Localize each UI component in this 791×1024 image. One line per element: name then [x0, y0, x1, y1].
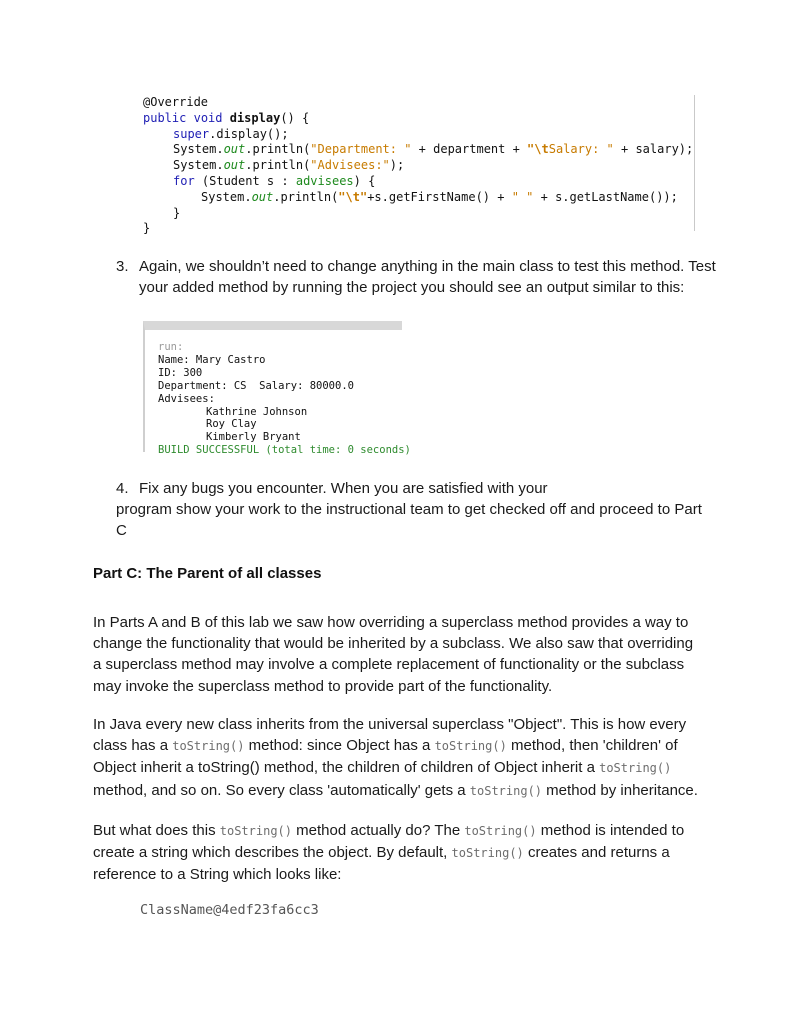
tab-escape: "\t: [527, 142, 549, 157]
keyword-public: public: [143, 110, 187, 125]
output-console: [143, 321, 411, 457]
para3-text: method actually do? The: [292, 822, 465, 839]
for-close: ) {: [353, 173, 376, 188]
keyword-for: for: [173, 173, 195, 188]
keyword-void: void: [193, 110, 223, 125]
override-annotation: @Override: [143, 95, 209, 109]
para2-text: method: since Object has a: [244, 737, 435, 755]
step-4-number: 4.: [116, 480, 129, 497]
output-advisee: Kimberly Bryant: [206, 431, 301, 444]
salary-concat: + salary);: [613, 142, 694, 157]
step-4-line2: program show your work to the instructional team to get checked off and proceed to Part C: [116, 500, 702, 539]
output-advisee: Roy Clay: [206, 418, 257, 431]
output-id: ID: 300: [158, 366, 203, 379]
advisees-field: advisees: [295, 173, 354, 188]
para3-text: method is intended to create a string which describes the object. By default,: [93, 822, 685, 862]
out-field: out: [223, 158, 246, 173]
for-brace-close: }: [173, 205, 181, 220]
para2-text: method, and so on. So every class 'automatically' gets a: [93, 781, 470, 799]
output-run: run:: [158, 341, 184, 353]
code-line-8: [143, 206, 694, 222]
code-line-7: [143, 190, 694, 206]
signature-rest: () {: [280, 110, 310, 125]
println-call: .println(: [245, 142, 311, 157]
method-name: display: [229, 110, 281, 125]
department-string: "Department: ": [310, 142, 412, 157]
step-4-line1: Fix any bugs you encounter. When you are satisfied with your: [139, 480, 548, 497]
last-name-call: + s.getLastName());: [533, 189, 678, 204]
para3-text: creates and returns a reference to a String which looks like:: [93, 844, 670, 884]
println-call: .println(: [273, 189, 339, 204]
tostring-code: toString(): [599, 761, 672, 776]
step-3: [116, 257, 716, 299]
part-c-paragraph-2: [93, 714, 703, 802]
code-line-1: [143, 95, 694, 111]
for-declaration: (Student s :: [194, 173, 296, 188]
tab-escape-string: "\t": [338, 189, 368, 204]
system-ref: System.: [173, 158, 224, 173]
code-line-3: [143, 127, 694, 143]
tostring-code: toString(): [469, 783, 543, 798]
code-line-2: [143, 111, 694, 127]
close-paren: );: [389, 158, 405, 173]
code-line-5: [143, 158, 694, 174]
step-4: [116, 479, 706, 541]
part-c-heading: Part C: The Parent of all classes: [93, 565, 322, 582]
code-line-4: [143, 142, 694, 158]
step-3-text: Again, we shouldn’t need to change anything in the main class to test this method. Test your added method by running the project you should see an output similar to this:: [139, 258, 716, 296]
step-3-number: 3.: [116, 258, 129, 275]
output-advisee: Kathrine Johnson: [206, 405, 308, 418]
advisees-string: "Advisees:": [310, 158, 390, 173]
salary-string: Salary: ": [548, 142, 614, 157]
department-concat: + department +: [411, 142, 528, 157]
output-department: Department: CS Salary: 80000.0: [158, 379, 354, 392]
first-name-call: +s.getFirstName() +: [367, 189, 512, 204]
out-field: out: [251, 189, 274, 204]
system-ref: System.: [201, 189, 252, 204]
code-line-9: [143, 221, 694, 237]
tostring-code: toString(): [434, 739, 507, 754]
keyword-super: super: [173, 126, 210, 141]
part-c-paragraph-3: [93, 820, 703, 886]
system-ref: System.: [173, 142, 224, 157]
tostring-code: toString(): [464, 824, 537, 838]
output-build-status: BUILD SUCCESSFUL (total time: 0 seconds): [158, 444, 411, 457]
println-call: .println(: [245, 158, 311, 173]
code-line-6: [143, 174, 694, 190]
output-advisees-label: Advisees:: [158, 392, 215, 405]
space-string: " ": [511, 189, 534, 204]
para2-text: In Java every new class inherits from the universal superclass "Object". This is how every class has a: [93, 716, 687, 755]
tostring-example: ClassName@4edf23fa6cc3: [140, 902, 319, 918]
super-call: .display();: [209, 126, 289, 141]
output-name: Name: Mary Castro: [158, 353, 266, 366]
para2-text: method, then 'children' of Object inherit a toString() method, the children of children of Object inherit a: [93, 737, 678, 777]
out-field: out: [223, 142, 246, 157]
para3-text: But what does this: [93, 822, 220, 839]
code-snippet: [143, 95, 695, 236]
para2-text: method by inheritance.: [542, 781, 698, 799]
tostring-code: toString(): [172, 739, 245, 754]
tostring-code: toString(): [451, 846, 524, 861]
tostring-code: toString(): [219, 824, 292, 838]
part-c-paragraph-1: In Parts A and B of this lab we saw how overriding a superclass method provides a way to change the functionality that would be inherited by a subclass. We also saw that overriding a superclass method may involve a complete replacement of functionality or the subclass may invoke the superclass method to provide part of the functionality.: [93, 614, 694, 695]
method-brace-close: }: [143, 221, 151, 236]
